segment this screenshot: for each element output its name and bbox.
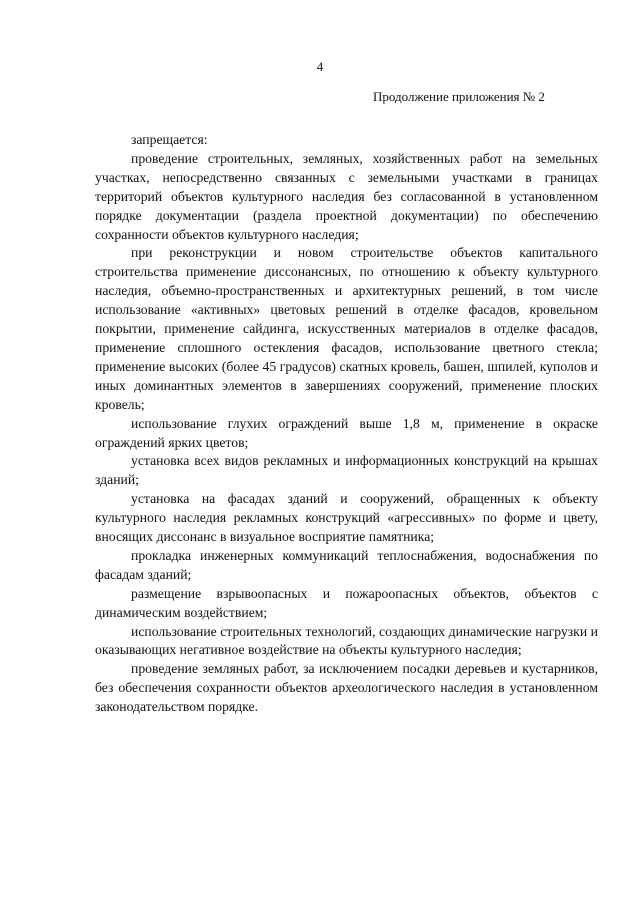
paragraph-dissonant-architecture: при реконструкции и новом строительстве объектов капитального строительства применение диссонансных, по отношению к объекту культурного наследия, объемно-пространственных и архитектурных решений, в том числе использование «активных» цветовых решений в отделке фасадов, кровельном покрытии, применение сайдинга, искусственных материалов в отделке фасадов, применение сплошного остекления фасадов, использование цветного стекла; применение высоких (более 45 градусов) скатных кровель, башен, шпилей, куполов и иных доминантных элементов в завершениях сооружений, применение плоских кровель; xyxy=(95,245,598,412)
page-number: 4 xyxy=(316,59,324,74)
paragraph-solid-fences: использование глухих ограждений выше 1,8 м, применение в окраске ограждений ярких цветов; xyxy=(95,415,598,450)
paragraph-earthworks-without-approval: проведение строительных, земляных, хозяйственных работ на земельных участках, непосредственно связанных с земельными участками в границах территорий объектов культурного наследия без согласованной в установленном порядке документации (раздела проектной документации) по обеспечению сохранности объектов культурного наследия; xyxy=(95,150,598,242)
paragraph-prohibited-intro: запрещается: xyxy=(131,132,208,147)
paragraph-roof-advertising: установка всех видов рекламных и информационных конструкций на крышах зданий; xyxy=(95,453,598,488)
appendix-continuation-note: Продолжение приложения № 2 xyxy=(373,89,545,104)
document-body xyxy=(95,131,598,717)
paragraph-utility-lines: прокладка инженерных коммуникаций теплоснабжения, водоснабжения по фасадам зданий; xyxy=(95,547,598,582)
paragraph-facade-advertising: установка на фасадах зданий и сооружений, обращенных к объекту культурного наследия рекламных конструкций «агрессивных» по форме и цвету, вносящих диссонанс в визуальное восприятие памятника; xyxy=(95,491,598,545)
paragraph-construction-technologies: использование строительных технологий, создающих динамические нагрузки и оказывающих негативное воздействие на объекты культурного наследия; xyxy=(95,623,598,658)
paragraph-archaeological-heritage: проведение земляных работ, за исключением посадки деревьев и кустарников, без обеспечения сохранности объектов археологического наследия в установленном законодательством порядке. xyxy=(95,661,598,715)
paragraph-hazardous-objects: размещение взрывоопасных и пожароопасных объектов, объектов с динамическим воздействием; xyxy=(95,585,598,620)
